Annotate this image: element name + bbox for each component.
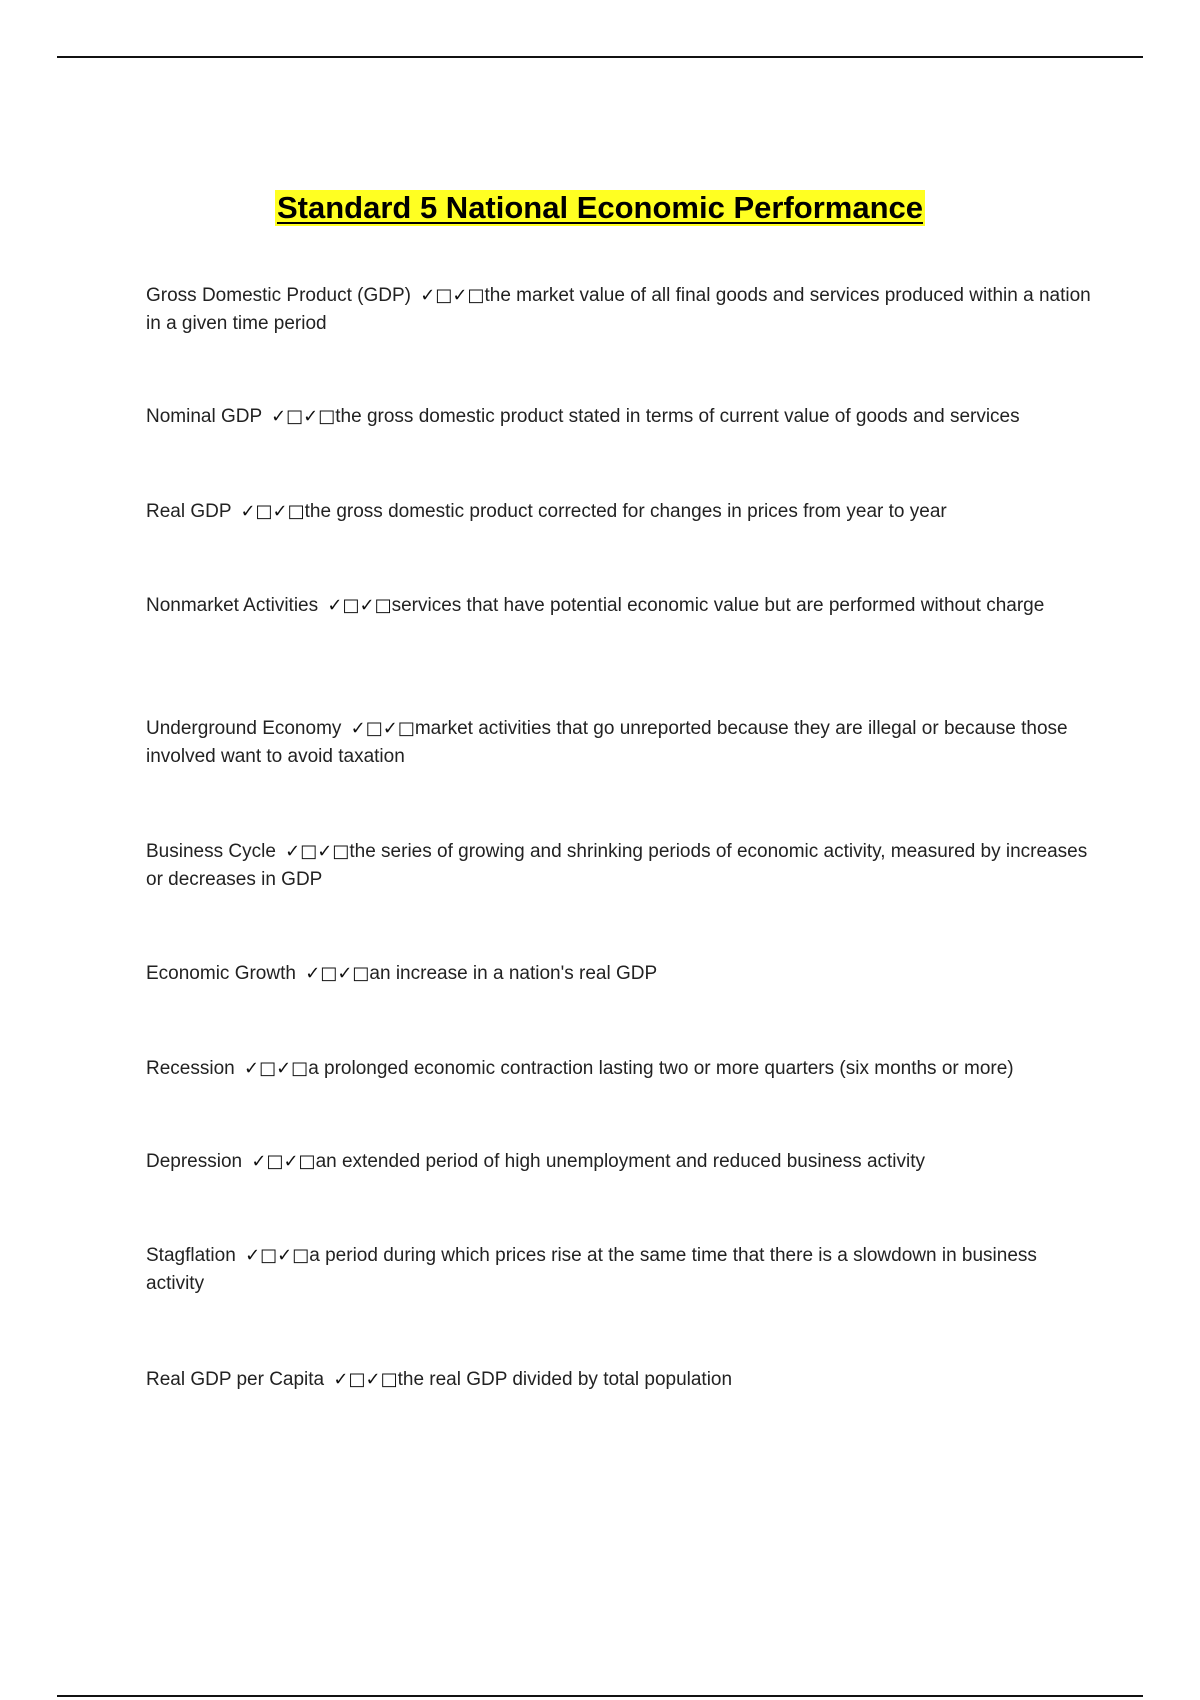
definition-entry xyxy=(146,960,1096,988)
definition-entry xyxy=(146,498,1096,526)
term: Nominal GDP xyxy=(146,406,262,427)
term: Underground Economy xyxy=(146,718,342,739)
definition-entry xyxy=(146,838,1096,894)
document-title: Standard 5 National Economic Performance xyxy=(276,190,923,225)
term: Nonmarket Activities xyxy=(146,595,319,616)
bottom-rule xyxy=(57,1695,1143,1697)
definition: a period during which prices rise at the same time that there is a slowdown in business activity xyxy=(146,1245,1037,1294)
definition: the gross domestic product corrected for changes in prices from year to year xyxy=(304,501,947,522)
definition-entry xyxy=(146,1366,1096,1394)
definition: an increase in a nation's real GDP xyxy=(369,963,658,984)
top-rule xyxy=(57,56,1143,58)
definition: the series of growing and shrinking periods of economic activity, measured by increases or decreases in GDP xyxy=(146,841,1088,890)
term: Gross Domestic Product (GDP) xyxy=(146,285,411,306)
definition: the real GDP divided by total population xyxy=(397,1369,733,1390)
term: Economic Growth xyxy=(146,963,296,984)
definition-entry xyxy=(146,715,1096,771)
definition-entry xyxy=(146,282,1096,338)
definition-entry xyxy=(146,592,1096,620)
term: Recession xyxy=(146,1058,235,1079)
checkmark-icon: ✓□✓□ xyxy=(305,963,370,984)
definition-entry xyxy=(146,1242,1096,1298)
definition: an extended period of high unemployment and reduced business activity xyxy=(315,1151,926,1172)
title-container xyxy=(0,190,1200,226)
definition-entry xyxy=(146,1055,1096,1083)
checkmark-icon: ✓□✓□ xyxy=(285,841,350,862)
definition-entry xyxy=(146,1148,1096,1176)
definition: a prolonged economic contraction lasting two or more quarters (six months or more) xyxy=(308,1058,1014,1079)
checkmark-icon: ✓□✓□ xyxy=(244,1058,309,1079)
definition: the market value of all final goods and services produced within a nation in a given time period xyxy=(146,285,1091,334)
definition: market activities that go unreported because they are illegal or because those involved want to avoid taxation xyxy=(146,718,1068,767)
checkmark-icon: ✓□✓□ xyxy=(420,285,485,306)
definition: the gross domestic product stated in terms of current value of goods and services xyxy=(335,406,1020,427)
checkmark-icon: ✓□✓□ xyxy=(251,1151,316,1172)
term: Stagflation xyxy=(146,1245,236,1266)
checkmark-icon: ✓□✓□ xyxy=(245,1245,310,1266)
term: Real GDP per Capita xyxy=(146,1369,325,1390)
checkmark-icon: ✓□✓□ xyxy=(327,595,392,616)
definition: services that have potential economic value but are performed without charge xyxy=(391,595,1045,616)
term: Real GDP xyxy=(146,501,232,522)
checkmark-icon: ✓□✓□ xyxy=(333,1369,398,1390)
checkmark-icon: ✓□✓□ xyxy=(271,406,336,427)
term: Business Cycle xyxy=(146,841,276,862)
term: Depression xyxy=(146,1151,243,1172)
checkmark-icon: ✓□✓□ xyxy=(350,718,415,739)
definition-entry xyxy=(146,403,1096,431)
checkmark-icon: ✓□✓□ xyxy=(240,501,305,522)
